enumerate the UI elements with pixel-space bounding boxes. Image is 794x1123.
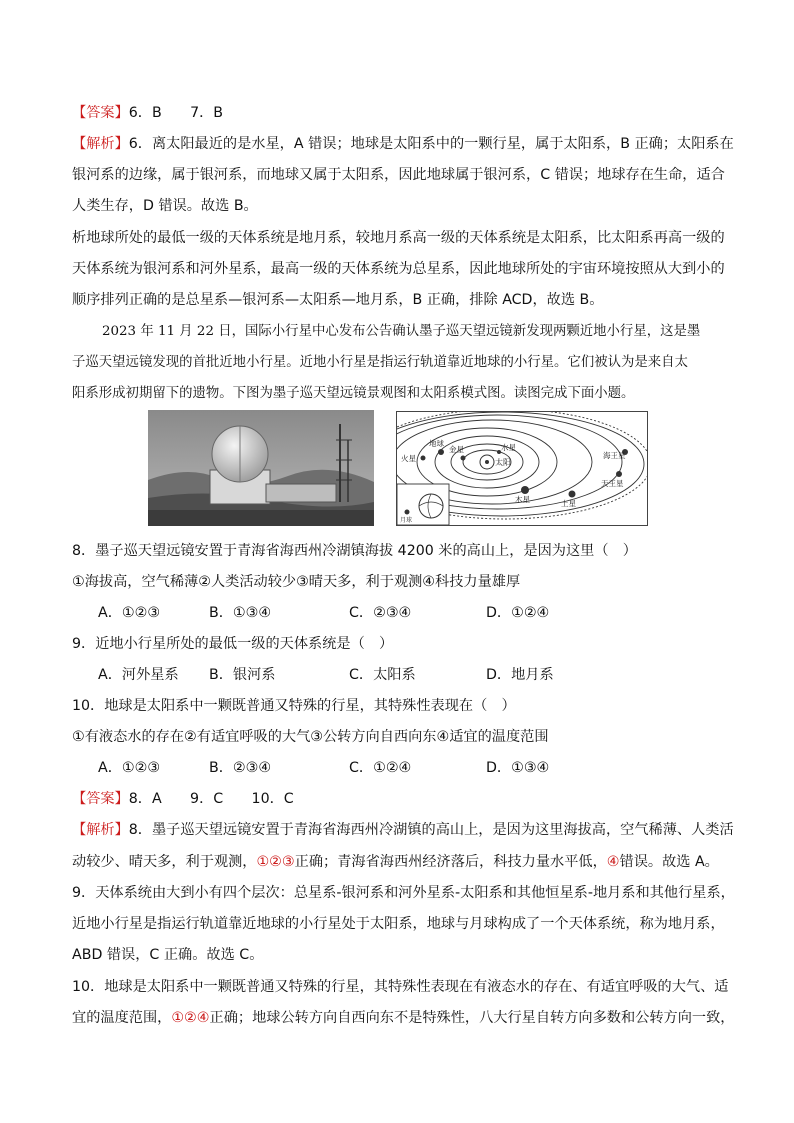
question-10-option-a: A．①②③	[98, 760, 161, 776]
label-moon: 月球	[400, 517, 413, 524]
answer-tag: 【答案】	[72, 105, 129, 121]
question-8-option-c: C．②③④	[349, 605, 412, 621]
question-10-items: ①有液态水的存在②有适宜呼吸的大气③公转方向自西向东④适宜的温度范围	[72, 729, 549, 745]
analysis-line: 【解析】8．墨子巡天望远镜安置于青海省海西州冷湖镇的高山上，是因为这里海拔高，空气稀薄、人类活	[72, 822, 734, 838]
passage-line: 子巡天望远镜发现的首批近地小行星。近地小行星是指运行轨道靠近地球的小行星。它们被认为是来自太	[72, 355, 688, 370]
question-8-option-d: D．①②④	[486, 605, 550, 621]
telescope-photo-image	[148, 410, 374, 526]
analysis-line: 析地球所处的最低一级的天体系统是地月系，较地月系高一级的天体系统是太阳系，比太阳系再高一级的	[72, 230, 725, 246]
analysis-line: 10．地球是太阳系中一颗既普通又特殊的行星，其特殊性表现在有液态水的存在、有适宜呼吸的大气、适	[72, 979, 729, 995]
question-10-option-b: B．②③④	[209, 760, 272, 776]
question-9-option-c: C．太阳系	[349, 667, 416, 683]
question-9-option-d: D．地月系	[486, 667, 554, 683]
answer-line-8-10	[72, 789, 294, 809]
question-8-items: ①海拔高，空气稀薄②人类活动较少③晴天多，利于观测④科技力量雄厚	[72, 574, 521, 590]
label-uranus: 天王星	[601, 479, 624, 488]
analysis-line: 天体系统为银河系和河外星系，最高一级的天体系统为总星系，因此地球所处的宇宙环境按照从大到小的	[72, 261, 725, 277]
question-9-stem: 9．近地小行星所处的最低一级的天体系统是（ ）	[72, 636, 394, 652]
question-8-option-b: B．①③④	[209, 605, 272, 621]
analysis-line: 【解析】6．离太阳最近的是水星，A 错误；地球是太阳系中的一颗行星，属于太阳系，B 正确；太阳系在	[72, 136, 734, 152]
analysis-line: 近地小行星是指运行轨道靠近地球的小行星处于太阳系，地球与月球构成了一个天体系统，称为地月系，	[72, 916, 725, 932]
telescope-photo	[148, 410, 374, 526]
label-mercury: 水星	[501, 443, 516, 452]
answer-tag: 【答案】	[72, 791, 129, 807]
label-sun: 太阳	[495, 458, 511, 467]
passage-line: 2023 年 11 月 22 日，国际小行星中心发布公告确认墨子巡天望远镜新发现两颗近地小行星，这是墨	[102, 324, 701, 339]
label-neptune: 海王星	[603, 451, 626, 460]
answer-text: 8．A 9．C 10．C	[128, 791, 294, 807]
analysis-line: 顺序排列正确的是总星系—银河系—太阳系—地月系，B 正确，排除 ACD，故选 B。	[72, 292, 604, 308]
answer-line-6-7	[72, 103, 223, 123]
label-jupiter: 木星	[515, 495, 530, 504]
solar-system-svg	[397, 412, 647, 525]
question-9-option-b: B．银河系	[209, 667, 276, 683]
analysis-line: 9．天体系统由大到小有四个层次：总星系-银河系和河外星系-太阳系和其他恒星系-地月系和其他行星系，	[72, 885, 735, 901]
question-8-option-a: A．①②③	[98, 605, 161, 621]
analysis-line: 宜的温度范围，①②④正确；地球公转方向自西向东不是特殊性，八大行星自转方向多数和公转方向一致，	[72, 1010, 735, 1026]
question-10-option-d: D．①③④	[486, 760, 550, 776]
label-venus: 金星	[449, 445, 464, 454]
question-8-stem: 8．墨子巡天望远镜安置于青海省海西州冷湖镇海拔 4200 米的高山上，是因为这里（ ）	[72, 543, 637, 559]
solar-system-diagram	[396, 411, 648, 526]
analysis-line: 银河系的边缘，属于银河系，而地球又属于太阳系，因此地球属于银河系，C 错误；地球存在生命，适合	[72, 167, 725, 183]
analysis-line: ABD 错误，C 正确。故选 C。	[72, 947, 264, 963]
question-10-stem: 10．地球是太阳系中一颗既普通又特殊的行星，其特殊性表现在（ ）	[72, 698, 516, 714]
analysis-line: 人类生存，D 错误。故选 B。	[72, 198, 258, 214]
label-earth: 地球	[429, 439, 444, 448]
analysis-line: 动较少、晴天多，利于观测，①②③正确；青海省海西州经济落后，科技力量水平低，④错误。故选 A。	[72, 854, 719, 870]
question-10-option-c: C．①②④	[349, 760, 412, 776]
label-saturn: 土星	[561, 499, 576, 508]
label-mars: 火星	[401, 454, 416, 463]
passage-line: 阳系形成初期留下的遗物。下图为墨子巡天望远镜景观图和太阳系模式图。读图完成下面小题。	[72, 386, 635, 401]
analysis-tag: 【解析】	[72, 822, 129, 838]
analysis-tag: 【解析】	[72, 136, 129, 152]
answer-text: 6．B 7．B	[128, 105, 224, 121]
question-9-option-a: A．河外星系	[98, 667, 179, 683]
